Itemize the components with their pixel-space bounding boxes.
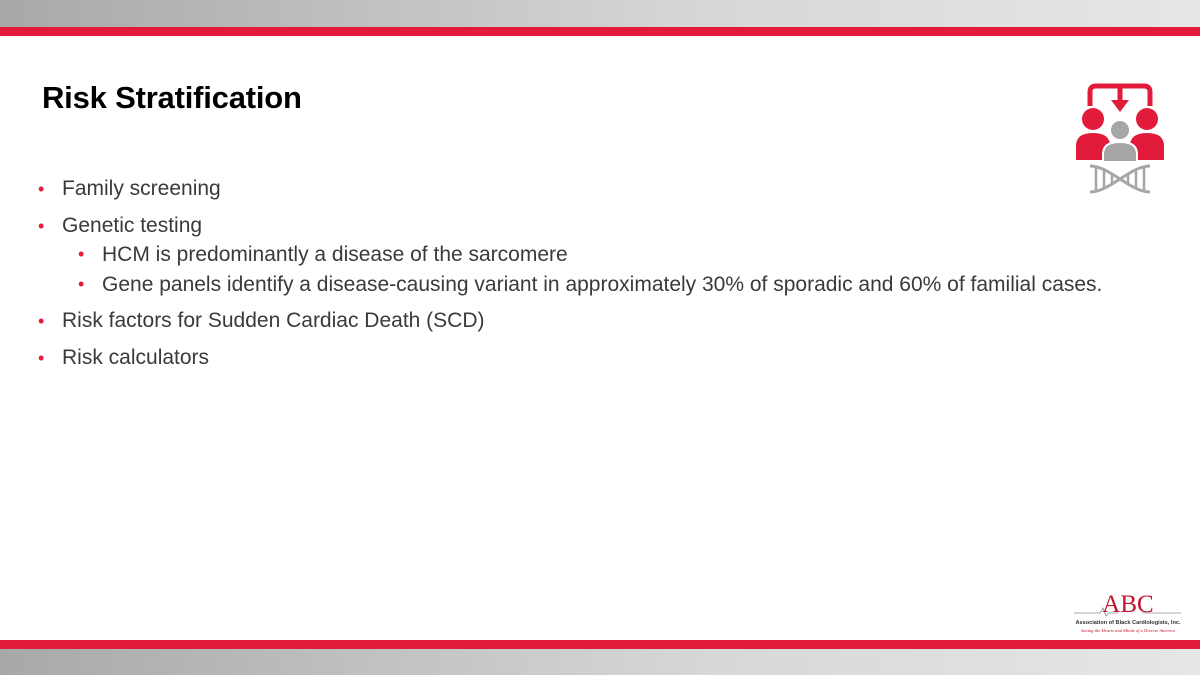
top-red-band — [0, 27, 1200, 36]
sub-bullet-list — [38, 243, 1128, 297]
bullet-text: Family screening — [62, 177, 221, 200]
bullet-item — [38, 308, 1128, 334]
bottom-gray-band — [0, 649, 1200, 675]
abc-org-name: Association of Black Cardiologists, Inc. — [1075, 620, 1181, 626]
bullet-item — [38, 176, 1128, 202]
bullet-dot: • — [38, 179, 45, 199]
abc-logo — [1070, 588, 1185, 638]
abc-tagline: Saving the Hearts and Minds of a Diverse America — [1081, 628, 1175, 633]
sub-bullet-item — [78, 273, 1128, 297]
bullet-item — [38, 213, 1128, 239]
bullet-dot: • — [38, 311, 45, 331]
family-genetics-icon — [1070, 82, 1170, 197]
abc-letters: ABC — [1102, 591, 1154, 618]
top-gray-band — [0, 0, 1200, 27]
bullet-text: Genetic testing — [62, 214, 203, 237]
bullet-text: Risk factors for Sudden Cardiac Death (SCD) — [62, 309, 485, 332]
sub-bullet-text: HCM is predominantly a disease of the sarcomere — [102, 243, 568, 266]
bottom-red-band — [0, 640, 1200, 649]
sub-bullet-item — [78, 243, 1128, 267]
slide-title: Risk Stratification — [42, 80, 302, 115]
bullet-text: Risk calculators — [62, 346, 210, 369]
bullet-dot: • — [78, 274, 85, 294]
bullet-item — [38, 345, 1128, 371]
bullet-dot: • — [78, 244, 85, 264]
bullet-dot: • — [38, 348, 45, 368]
bullet-dot: • — [38, 216, 45, 236]
abc-logo-mark — [1070, 588, 1185, 638]
bullet-list — [38, 176, 1128, 382]
sub-bullet-text: Gene panels identify a disease-causing variant in approximately 30% of sporadic and 60% of familial cases. — [102, 273, 1103, 296]
